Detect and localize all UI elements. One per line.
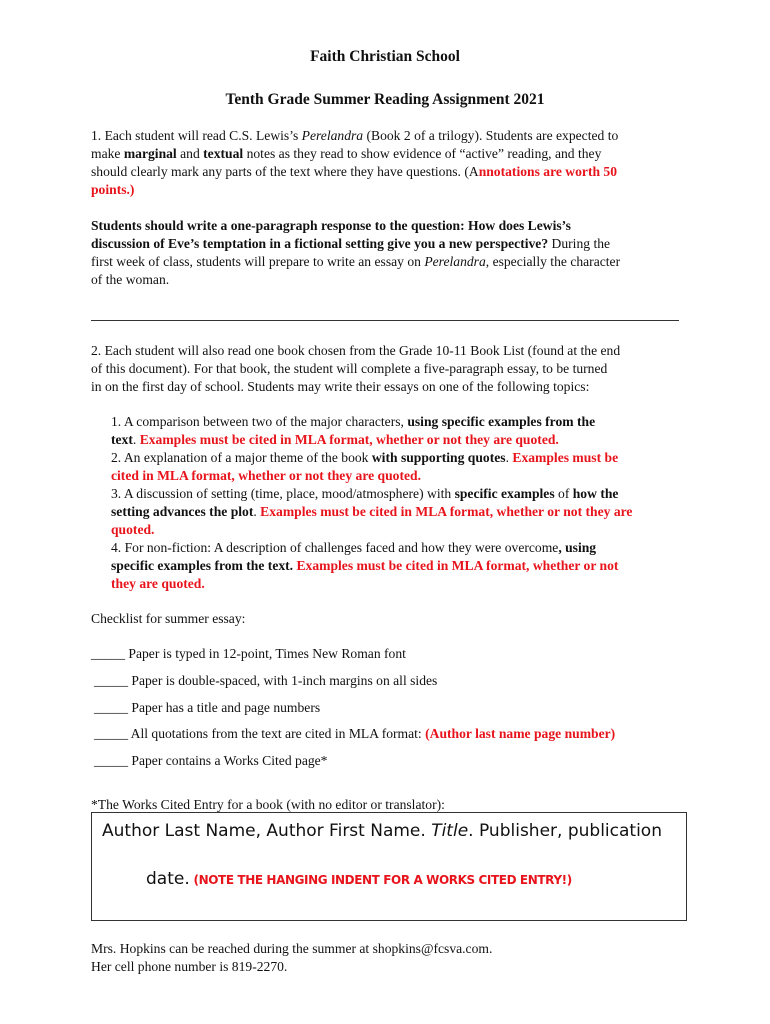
topic-1-line-1: 1. A comparison between two of the major characters, using specific examples from the <box>111 414 596 429</box>
divider <box>91 320 679 321</box>
s1-line-4: points.) <box>91 182 135 197</box>
topic-3-line-1: 3. A discussion of setting (time, place, mood/atmosphere) with specific examples of how the <box>111 486 619 501</box>
checklist-item: _____ Paper contains a Works Cited page* <box>94 753 328 768</box>
s2-line-2: of this document). For that book, the student will complete a five-paragraph essay, to be turned <box>91 361 608 376</box>
works-cited-example-box <box>91 812 687 921</box>
s1-line-2: make marginal and textual notes as they read to show evidence of “active” reading, and they <box>91 146 602 161</box>
checklist-item: _____ Paper is double-spaced, with 1-inch margins on all sides <box>94 673 438 688</box>
checklist-item: _____ All quotations from the text are cited in MLA format: (Author last name page number) <box>94 726 616 741</box>
topic-4-line-1: 4. For non-fiction: A description of challenges faced and how they were overcome, using <box>111 540 597 555</box>
contact-line-1: Mrs. Hopkins can be reached during the summer at shopkins@fcsva.com. <box>91 941 493 956</box>
topic-4-line-3: they are quoted. <box>111 576 205 591</box>
s1-line-3: should clearly mark any parts of the text where they have questions. (Annotations are worth 50 <box>91 164 618 179</box>
works-cited-line-1: Author Last Name, Author First Name. Title. Publisher, publication <box>102 821 662 841</box>
checklist-heading: Checklist for summer essay: <box>91 611 246 626</box>
prompt-line-2: discussion of Eve’s temptation in a fictional setting give you a new perspective? During the <box>91 236 611 251</box>
s2-line-1: 2. Each student will also read one book chosen from the Grade 10-11 Book List (found at the end <box>91 343 621 358</box>
topic-1-line-2: text. Examples must be cited in MLA format, whether or not they are quoted. <box>111 432 559 447</box>
prompt-line-3: first week of class, students will prepare to write an essay on Perelandra, especially the character <box>91 254 621 269</box>
assignment-title: Tenth Grade Summer Reading Assignment 2021 <box>225 91 545 108</box>
works-cited-intro: *The Works Cited Entry for a book (with no editor or translator): <box>91 797 445 812</box>
topic-2-line-1: 2. An explanation of a major theme of the book with supporting quotes. Examples must be <box>111 450 619 465</box>
s2-line-3: in on the first day of school. Students may write their essays on one of the following topics: <box>91 379 590 394</box>
prompt-line-4: of the woman. <box>91 272 170 287</box>
contact-line-2: Her cell phone number is 819-2270. <box>91 959 288 974</box>
works-cited-line-2: date. (NOTE THE HANGING INDENT FOR A WORKS CITED ENTRY!) <box>146 869 572 889</box>
checklist-item: _____ Paper is typed in 12-point, Times New Roman font <box>91 646 406 661</box>
topic-2-line-2: cited in MLA format, whether or not they are quoted. <box>111 468 421 483</box>
topic-4-line-2: specific examples from the text. Examples must be cited in MLA format, whether or not <box>111 558 619 573</box>
checklist-item: _____ Paper has a title and page numbers <box>94 700 321 715</box>
school-name: Faith Christian School <box>310 48 460 65</box>
s1-line-1: 1. Each student will read C.S. Lewis’s Perelandra (Book 2 of a trilogy). Students are expected to <box>91 128 619 143</box>
topic-3-line-3: quoted. <box>111 522 155 537</box>
topic-3-line-2: setting advances the plot. Examples must be cited in MLA format, whether or not they are <box>111 504 633 519</box>
prompt-line-1: Students should write a one-paragraph response to the question: How does Lewis’s <box>91 218 571 233</box>
